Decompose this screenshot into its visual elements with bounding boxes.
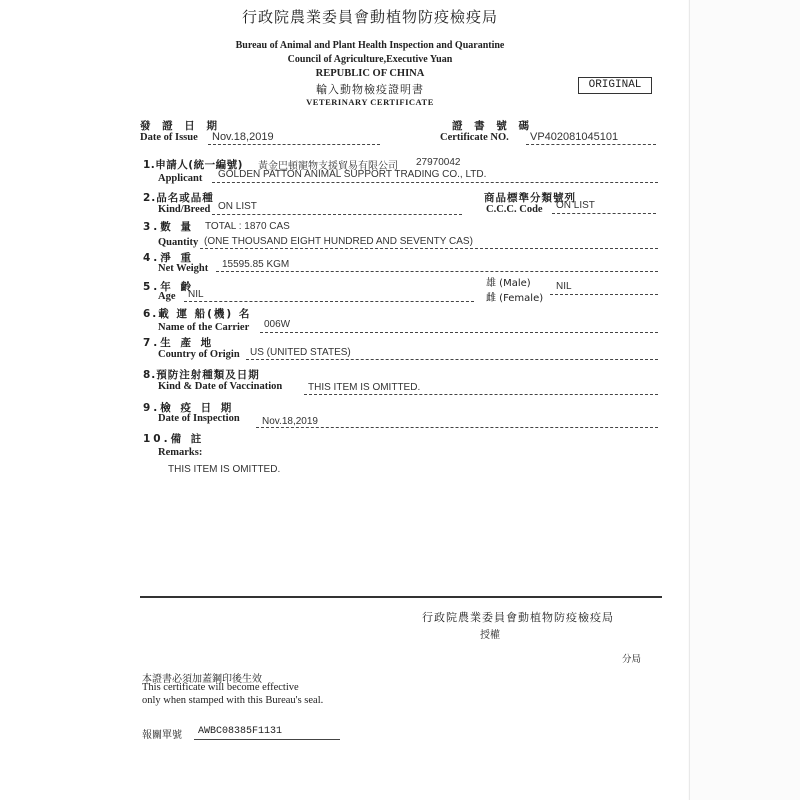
carrier-underline — [260, 332, 658, 334]
report-number-underline — [194, 739, 340, 741]
vaccination-underline — [304, 394, 658, 396]
quantity-underline — [200, 248, 658, 250]
page-edge-shadow — [688, 0, 800, 800]
net-weight-label-zh: 4.淨 重 — [143, 252, 194, 264]
sex-underline — [550, 294, 658, 296]
footer-authority-zh: 行政院農業委員會動植物防疫檢疫局 — [422, 611, 614, 624]
cert-number-label-en: Certificate NO. — [440, 132, 509, 143]
age-label-en: Age — [158, 291, 176, 302]
seal-note-en-1: This certificate will become effective — [142, 682, 299, 693]
origin-underline — [246, 359, 658, 361]
sex-value: NIL — [556, 281, 572, 292]
net-weight-value: 15595.85 KGM — [222, 259, 290, 270]
page-edge-line — [689, 0, 690, 800]
origin-label-zh: 7.生 產 地 — [143, 337, 215, 349]
seal-note-en-2: only when stamped with this Bureau's seal. — [142, 695, 324, 706]
issue-date-label-zh: 發 證 日 期 — [140, 120, 221, 132]
sex-male-label: 雄 (Male) — [486, 278, 531, 289]
agency-title-en: Bureau of Animal and Plant Health Inspection and Quarantine — [235, 40, 505, 51]
kind-value: ON LIST — [218, 201, 257, 212]
age-underline — [184, 301, 474, 303]
report-number-value: AWBC08385F1131 — [198, 726, 283, 737]
cert-number-underline — [526, 144, 656, 146]
vaccination-value: THIS ITEM IS OMITTED. — [308, 382, 421, 393]
certificate-title-zh: 輸入動物檢疫證明書 — [316, 83, 424, 96]
age-value: NIL — [188, 289, 204, 300]
ccc-label-zh: 商品標準分類號列 — [484, 192, 576, 204]
kind-underline — [212, 214, 462, 216]
age-label-zh: 5.年 齡 — [143, 281, 194, 293]
inspection-underline — [256, 427, 658, 429]
remarks-label-zh: 10.備 註 — [143, 433, 205, 445]
vaccination-label-zh: 8.預防注射種類及日期 — [143, 369, 260, 381]
original-stamp: ORIGINAL — [578, 77, 652, 94]
origin-label-en: Country of Origin — [158, 349, 240, 360]
net-weight-label-en: Net Weight — [158, 263, 209, 274]
inspection-label-zh: 9.檢 疫 日 期 — [143, 402, 235, 414]
applicant-value-zh: 黃金巴頓寵物支援貿易有限公司 — [258, 161, 398, 172]
applicant-label-zh: 1.申請人(統一編號) — [143, 159, 243, 171]
sex-female-label: 雌 (Female) — [486, 293, 544, 304]
council-name: Council of Agriculture,Executive Yuan — [287, 54, 453, 65]
carrier-label-en: Name of the Carrier — [158, 322, 250, 333]
inspection-value: Nov.18,2019 — [262, 416, 318, 427]
ccc-underline — [552, 213, 656, 215]
signature-separator — [140, 596, 662, 598]
kind-label-zh: 2.品名或品種 — [143, 192, 214, 204]
applicant-value-en: GOLDEN PATTON ANIMAL SUPPORT TRADING CO., LTD. — [218, 169, 487, 180]
quantity-value-1: TOTAL : 1870 CAS — [205, 221, 290, 232]
kind-label-en: Kind/Breed — [158, 204, 211, 215]
applicant-id: 27970042 — [416, 157, 461, 168]
quantity-label-zh: 3.數 量 — [143, 221, 194, 233]
cert-number-value: VP402081045101 — [530, 131, 619, 143]
carrier-value: 006W — [264, 319, 291, 330]
quantity-label-en: Quantity — [158, 237, 199, 248]
certificate-title-en: VETERINARY CERTIFICATE — [306, 97, 434, 107]
vaccination-label-en: Kind & Date of Vaccination — [158, 381, 283, 392]
applicant-underline — [212, 182, 658, 184]
issue-date-underline — [208, 144, 380, 146]
remarks-label-en: Remarks: — [158, 447, 203, 458]
agency-title-zh: 行政院農業委員會動植物防疫檢疫局 — [241, 8, 498, 26]
quantity-value-2: (ONE THOUSAND EIGHT HUNDRED AND SEVENTY CAS) — [204, 236, 473, 247]
footer-authorized-zh: 授權 — [480, 630, 500, 641]
cert-number-label-zh: 證 書 號 碼 — [452, 120, 533, 132]
ccc-label-en: C.C.C. Code — [486, 204, 543, 215]
applicant-label-en: Applicant — [158, 173, 203, 184]
carrier-label-zh: 6.載 運 船(機) 名 — [143, 308, 252, 320]
country-name: REPUBLIC OF CHINA — [315, 68, 425, 79]
origin-value: US (UNITED STATES) — [250, 347, 351, 358]
footer-branch-zh: 分局 — [622, 654, 642, 665]
issue-date-value: Nov.18,2019 — [212, 131, 274, 143]
ccc-value: ON LIST — [556, 200, 595, 211]
remarks-value: THIS ITEM IS OMITTED. — [168, 464, 281, 475]
seal-note-zh: 本證書必須加蓋鋼印後生效 — [142, 674, 262, 685]
issue-date-label-en: Date of Issue — [140, 132, 198, 143]
inspection-label-en: Date of Inspection — [158, 413, 240, 424]
report-number-label-zh: 報關單號 — [142, 730, 182, 741]
net-weight-underline — [216, 271, 658, 273]
